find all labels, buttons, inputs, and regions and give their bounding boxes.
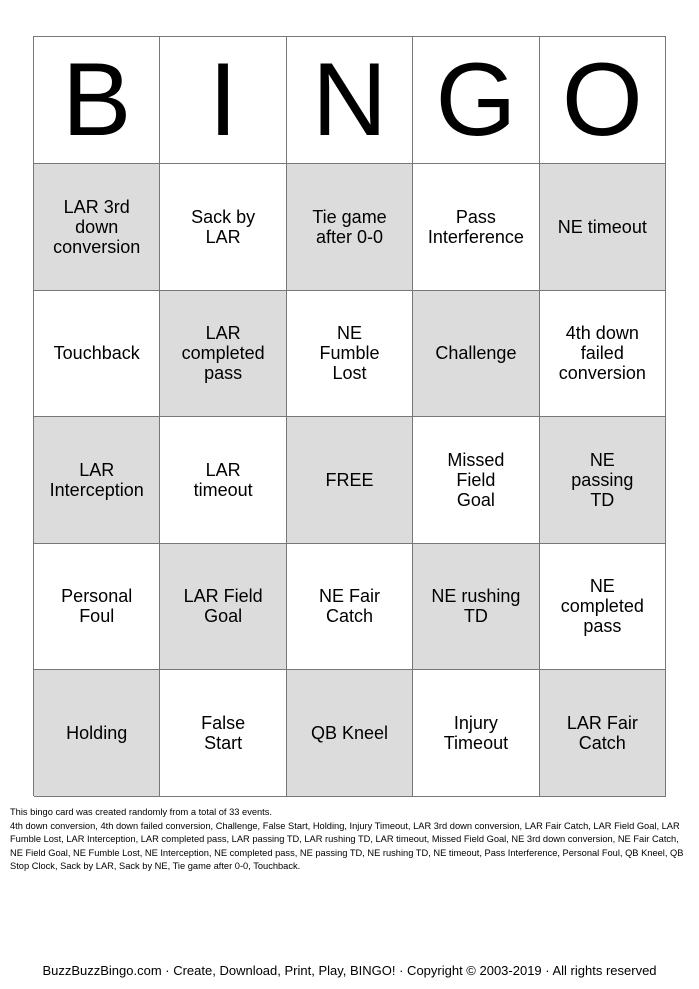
bingo-cell	[540, 417, 666, 544]
free-space-cell	[287, 417, 413, 544]
bingo-cell	[413, 291, 539, 418]
bingo-row-4	[34, 544, 666, 671]
bingo-row-3	[34, 417, 666, 544]
bingo-cell	[160, 544, 286, 671]
bingo-cell-text: LAR Fair Catch	[566, 712, 638, 753]
bingo-cell-text: NE Fumble Lost	[319, 323, 380, 384]
bingo-cell	[540, 291, 666, 418]
bingo-cell	[34, 417, 160, 544]
bingo-cell-text: 4th down failed conversion	[558, 323, 646, 384]
bingo-cell	[413, 417, 539, 544]
bingo-cell	[287, 670, 413, 797]
bingo-cell	[540, 544, 666, 671]
bingo-row-2	[34, 291, 666, 418]
bingo-cell	[413, 544, 539, 671]
free-space-text: FREE	[325, 469, 374, 490]
bingo-cell	[413, 670, 539, 797]
bingo-cell	[34, 544, 160, 671]
bingo-cell-text: Challenge	[435, 343, 517, 364]
bingo-cell-text: NE completed pass	[560, 576, 644, 637]
bingo-cell-text: Sack by LAR	[191, 206, 256, 247]
bingo-cell	[160, 670, 286, 797]
fineprint-event-list: 4th down conversion, 4th down failed conversion, Challenge, False Start, Holding, Injury Timeout, LAR 3rd down conversion, LAR Fair Catch, LAR Field Goal, LAR Fumble Lost, LAR Interception, LAR completed pass, LAR passing TD, LAR rushing TD, LAR timeout, Missed Field Goal, NE 3rd down conversion, NE Fair Catch, NE Field Goal, NE Fumble Lost, NE Interception, NE completed pass, NE passing TD, NE rushing TD, NE timeout, Pass Interference, Personal Foul, QB Kneel, QB Stop Clock, Sack by LAR, Sack by NE, Tie game after 0-0, Touchback.	[10, 820, 684, 871]
bingo-cell	[34, 291, 160, 418]
bingo-cell-text: Injury Timeout	[443, 712, 509, 753]
bingo-cell-text: Personal Foul	[61, 586, 133, 627]
bingo-cell	[160, 164, 286, 291]
header-letter-o: O	[540, 37, 666, 164]
bingo-cell	[413, 164, 539, 291]
bingo-cell-text: NE timeout	[557, 216, 647, 237]
bingo-cell	[287, 291, 413, 418]
card-fineprint	[10, 806, 690, 874]
bingo-cell-text: Tie game after 0-0	[312, 206, 387, 247]
bingo-cell-text: LAR timeout	[193, 459, 253, 500]
bingo-cell	[34, 164, 160, 291]
header-letter-b: B	[34, 37, 160, 164]
header-letter-n: N	[287, 37, 413, 164]
bingo-cell-text: Pass Interference	[427, 206, 524, 247]
bingo-cell-text: LAR Interception	[49, 459, 144, 500]
bingo-cell-text: LAR Field Goal	[183, 586, 263, 627]
bingo-cell	[160, 417, 286, 544]
bingo-cell-text: False Start	[201, 712, 246, 753]
bingo-cell-text: NE rushing TD	[431, 586, 521, 627]
site-footer: BuzzBuzzBingo.com · Create, Download, Print, Play, BINGO! · Copyright © 2003-2019 · All rights reserved	[42, 963, 657, 978]
bingo-cell-text: LAR completed pass	[181, 323, 265, 384]
bingo-cell	[34, 670, 160, 797]
bingo-cell-text: Touchback	[53, 343, 140, 364]
bingo-header-row	[34, 37, 666, 164]
bingo-cell-text: NE Fair Catch	[319, 586, 381, 627]
bingo-cell	[287, 544, 413, 671]
bingo-cell-text: LAR 3rd down conversion	[53, 196, 141, 257]
bingo-cell-text: QB Kneel	[310, 722, 389, 743]
bingo-cell	[540, 670, 666, 797]
bingo-cell	[540, 164, 666, 291]
bingo-cell-text: Holding	[66, 722, 128, 743]
bingo-cell	[160, 291, 286, 418]
header-letter-g: G	[413, 37, 539, 164]
header-letter-i: I	[160, 37, 286, 164]
bingo-card	[33, 36, 666, 796]
bingo-cell-text: NE passing TD	[571, 449, 634, 510]
bingo-row-1	[34, 164, 666, 291]
bingo-cell	[287, 164, 413, 291]
fineprint-intro: This bingo card was created randomly from a total of 33 events.	[10, 807, 272, 817]
bingo-cell-text: Missed Field Goal	[447, 449, 505, 510]
bingo-row-5	[34, 670, 666, 797]
